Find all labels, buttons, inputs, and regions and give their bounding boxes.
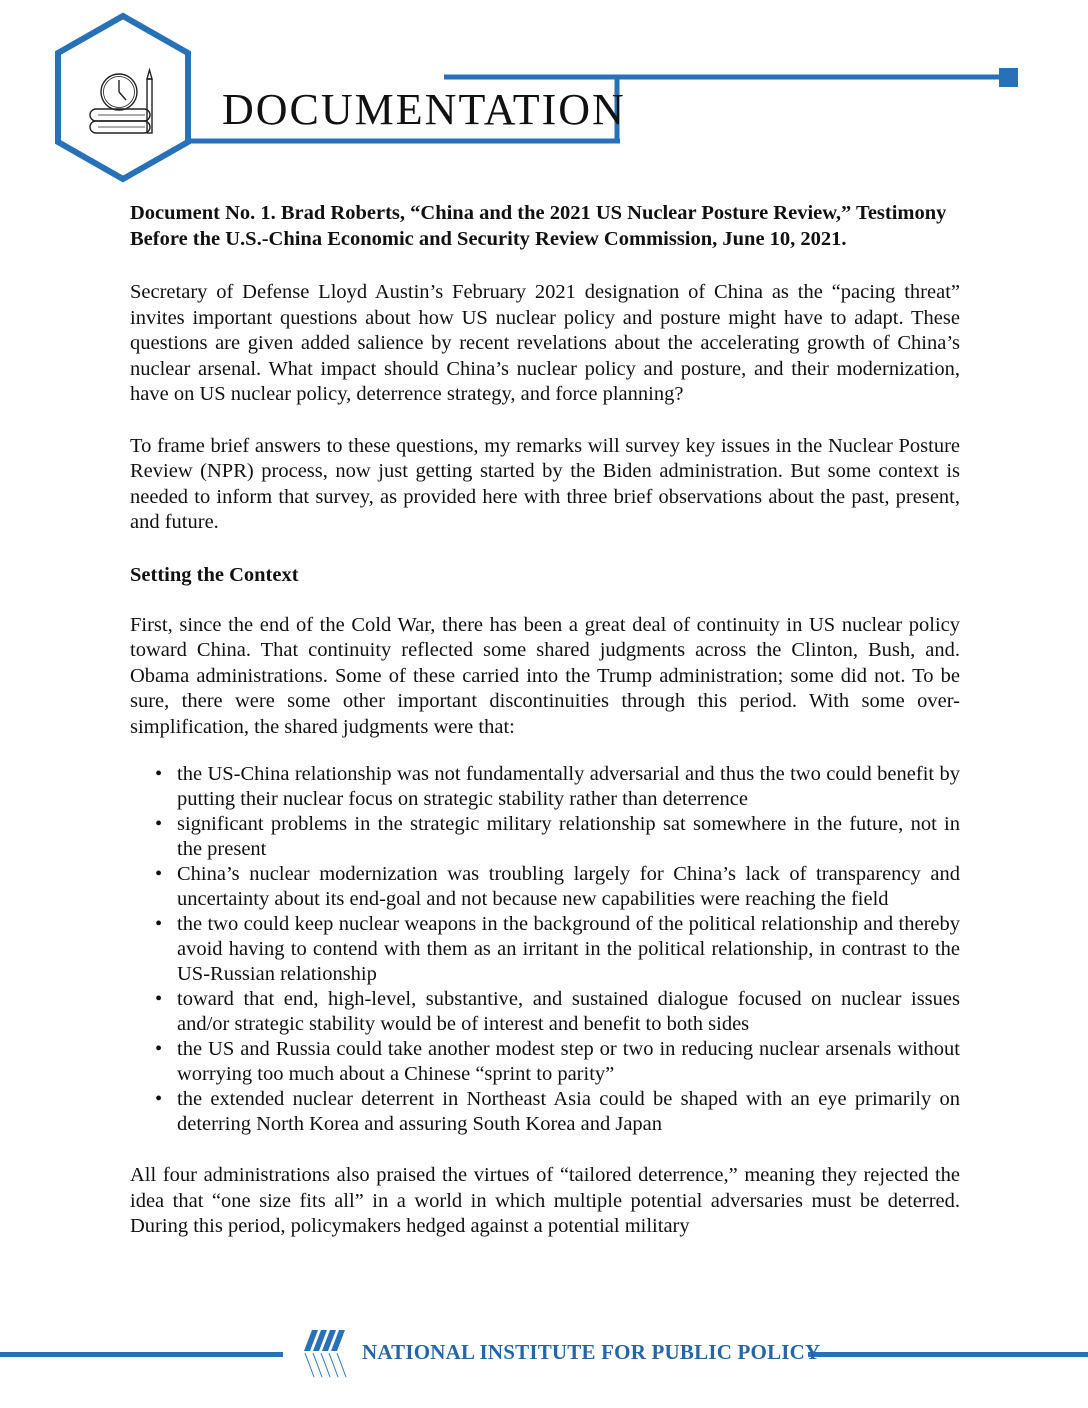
list-item-text: the US and Russia could take another modest step or two in reducing nuclear arsenals without worrying too much about a Chinese “sprint to parity” [177,1038,960,1085]
document-heading: Document No. 1. Brad Roberts, “China and the 2021 US Nuclear Posture Review,” Testimony Before the U.S.-China Economic and Security Review Commission, June 10, 2021. [130,202,947,250]
list-item [130,1087,960,1137]
footer-rule-right [808,1352,1088,1357]
document-body [130,200,960,1266]
organization-name: NATIONAL INSTITUTE FOR PUBLIC POLICY [362,1340,821,1364]
context-paragraph: First, since the end of the Cold War, there has been a great deal of continuity in US nuclear policy toward China. That continuity reflected some shared judgments across the Clinton, Bush, and. Obama administrations. Some of these carried into the Trump administration; some did not. To be sure, there were some other important discontinuities through this period. With some over-simplification, the shared judgments were that: [130,613,960,738]
intro-paragraph: Secretary of Defense Lloyd Austin’s February 2021 designation of China as the “pacing threat” invites important questions about how US nuclear policy and posture might have to adapt. These questions are given added salience by recent revelations about the accelerating growth of China’s nuclear arsenal. What impact should China’s nuclear policy and posture, and their modernization, have on US nuclear policy, deterrence strategy, and force planning? [130,281,960,405]
section-heading: Setting the Context [130,563,299,586]
shared-judgments-list [130,762,960,1137]
list-item [130,987,960,1037]
list-item-text: the extended nuclear deterrent in Northeast Asia could be shaped with an eye primarily on deterring North Korea and assuring South Korea and Japan [177,1088,960,1135]
list-item-text: the two could keep nuclear weapons in the background of the political relationship and thereby avoid having to contend with them as an irritant in the political relationship, in contrast to the US-Russian relationship [177,913,960,985]
bullet-icon: • [155,1088,163,1110]
bullet-icon: • [155,913,163,935]
bullet-icon: • [155,988,163,1010]
list-item [130,912,960,987]
list-item [130,762,960,812]
page-footer [0,1320,1088,1390]
list-item-text: the US-China relationship was not fundamentally adversarial and thus the two could benefit by putting their nuclear focus on strategic stability rather than deterrence [177,763,960,810]
page-header [0,0,1088,200]
list-item [130,812,960,862]
list-item-text: toward that end, high-level, substantive, and sustained dialogue focused on nuclear issues and/or strategic stability would be of interest and benefit to both sides [177,988,960,1035]
bullet-icon: • [155,813,163,835]
nipp-logo-icon [300,1325,360,1385]
list-item [130,1037,960,1087]
list-item-text: China’s nuclear modernization was troubling largely for China’s lack of transparency and uncertainty about its end-goal and not because new capabilities were reaching the field [177,863,960,910]
header-square [999,68,1018,87]
footer-rule-left [0,1352,283,1357]
bullet-icon: • [155,763,163,785]
list-item [130,862,960,912]
section-title: DOCUMENTATION [222,85,626,134]
list-item-text: significant problems in the strategic military relationship sat somewhere in the future, not in the present [177,813,960,860]
bullet-icon: • [155,1038,163,1060]
closing-paragraph: All four administrations also praised the virtues of “tailored deterrence,” meaning they rejected the idea that “one size fits all” in a world in which multiple potential adversaries must be deterred. During this period, policymakers hedged against a potential military [130,1164,960,1237]
framing-paragraph: To frame brief answers to these questions, my remarks will survey key issues in the Nuclear Posture Review (NPR) process, now just getting started by the Biden administration. But some context is needed to inform that survey, as provided here with three brief observations about the past, present, and future. [130,434,960,533]
bullet-icon: • [155,863,163,885]
